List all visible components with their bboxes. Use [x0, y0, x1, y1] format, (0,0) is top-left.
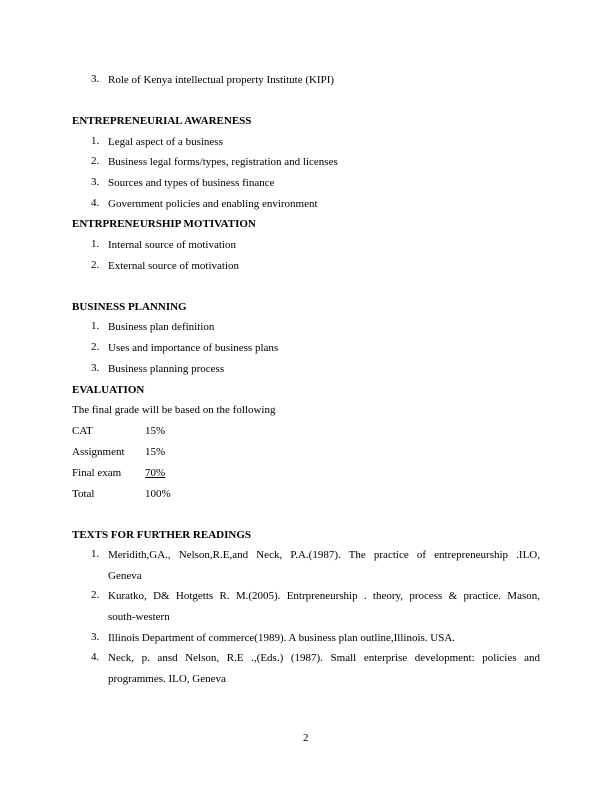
list-item: Business legal forms/types, registration and licenses: [108, 156, 338, 168]
reference-line: Illinois Department of commerce(1989). A business plan outline,Illinois. USA.: [108, 632, 456, 644]
grade-value-cat: 15%: [145, 425, 166, 437]
list-number: 2.: [91, 589, 100, 601]
reference-line: Kuratko, D& Hotgetts R. M.(2005). Entrpreneurship . theory, process & practice. Mason,: [108, 590, 540, 602]
grade-value-final-exam: 70%: [145, 467, 166, 479]
reference-line: south-western: [108, 611, 170, 623]
list-item: Business planning process: [108, 363, 225, 375]
list-item: Legal aspect of a business: [108, 136, 223, 148]
list-item: Government policies and enabling environment: [108, 198, 318, 210]
section-heading-evaluation: EVALUATION: [72, 384, 145, 396]
evaluation-intro: The final grade will be based on the following: [72, 404, 276, 416]
grade-label-assignment: Assignment: [72, 446, 125, 458]
section-heading-motivation: ENTRPRENEURSHIP MOTIVATION: [72, 218, 256, 230]
section-heading-planning: BUSINESS PLANNING: [72, 301, 187, 313]
list-number: 1.: [91, 320, 100, 332]
reference-line: Geneva: [108, 570, 142, 582]
list-number: 3.: [91, 73, 100, 85]
list-number: 1.: [91, 135, 100, 147]
list-item: Role of Kenya intellectual property Institute (KIPI): [108, 74, 335, 86]
list-number: 2.: [91, 259, 100, 271]
reference-line: Meridith,GA., Nelson,R.E,and Neck, P.A.(1987). The practice of entrepreneurship .ILO,: [108, 549, 540, 561]
list-item: Internal source of motivation: [108, 239, 236, 251]
list-number: 2.: [91, 341, 100, 353]
grade-value-total: 100%: [145, 488, 171, 500]
grade-label-total: Total: [72, 488, 95, 500]
list-number: 3.: [91, 176, 100, 188]
list-number: 3.: [91, 631, 100, 643]
list-item: Business plan definition: [108, 321, 215, 333]
list-item: Uses and importance of business plans: [108, 342, 279, 354]
grade-value-assignment: 15%: [145, 446, 166, 458]
list-number: 4.: [91, 651, 100, 663]
list-item: External source of motivation: [108, 260, 240, 272]
page-number: 2: [303, 732, 309, 744]
section-heading-awareness: ENTREPRENEURIAL AWARENESS: [72, 115, 252, 127]
list-number: 1.: [91, 238, 100, 250]
reference-line: programmes. ILO, Geneva: [108, 673, 226, 685]
grade-label-final-exam: Final exam: [72, 467, 122, 479]
list-number: 3.: [91, 362, 100, 374]
grade-label-cat: CAT: [72, 425, 93, 437]
section-heading-readings: TEXTS FOR FURTHER READINGS: [72, 529, 252, 541]
list-number: 1.: [91, 548, 100, 560]
list-number: 4.: [91, 197, 100, 209]
reference-line: Neck, p. ansd Nelson, R.E .,(Eds.) (1987). Small enterprise development: policies and: [108, 652, 540, 664]
list-number: 2.: [91, 155, 100, 167]
list-item: Sources and types of business finance: [108, 177, 275, 189]
